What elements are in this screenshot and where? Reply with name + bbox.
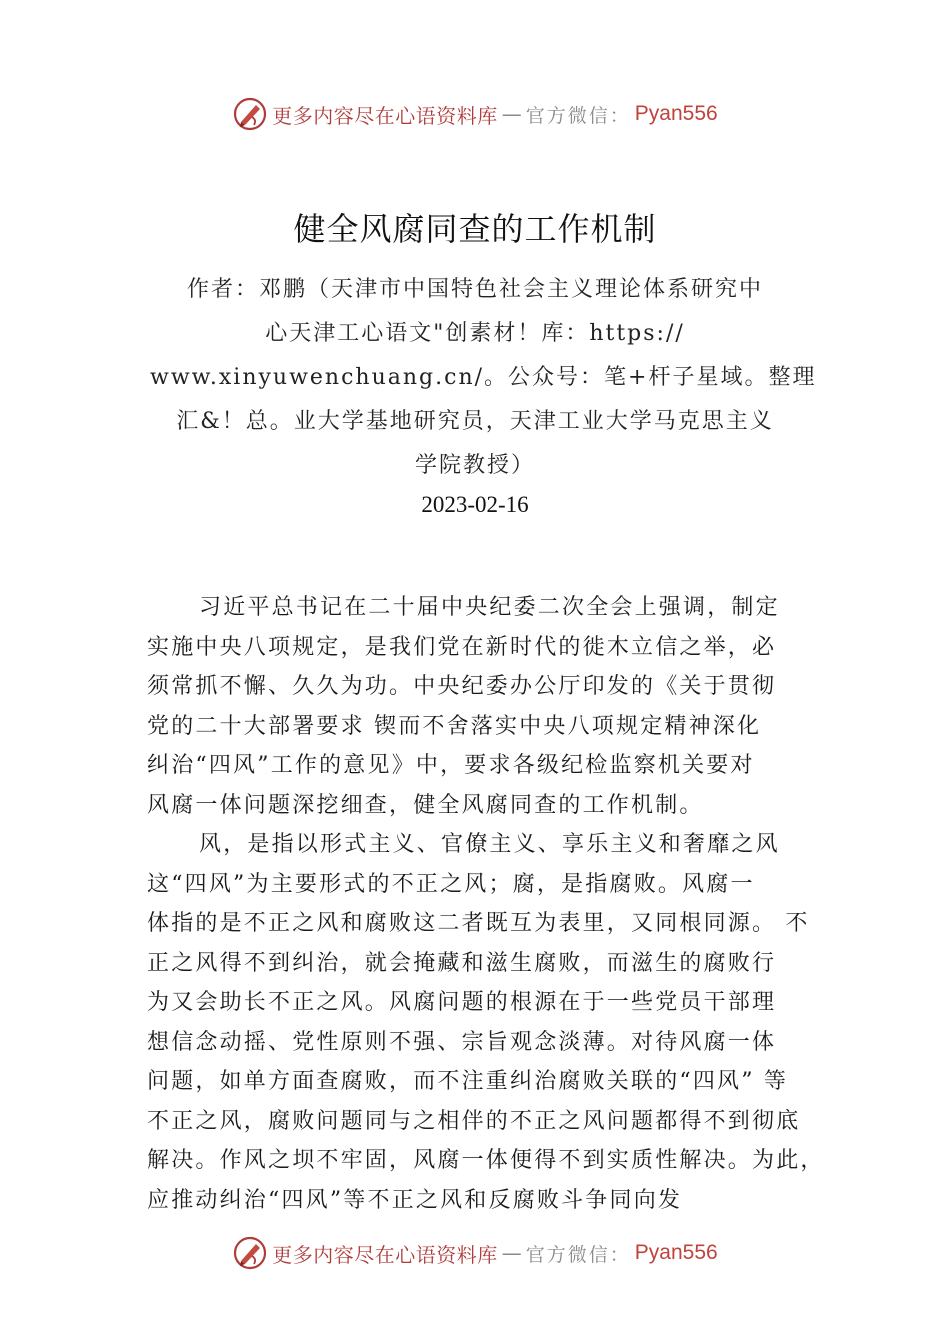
watermark-dash: —	[501, 102, 522, 126]
text-line: 党的二十大部署要求 锲而不舍落实中央八项规定精神深化	[147, 713, 762, 739]
author-line: 心天津工心语文"创素材！库：https://	[265, 321, 685, 346]
text-line: 想信念动摇、党性原则不强、宗旨观念淡薄。对待风腐一体	[147, 1029, 777, 1055]
watermark-text: 更多内容尽在心语资料库	[272, 103, 498, 128]
watermark-text: 更多内容尽在心语资料库	[272, 1242, 498, 1267]
text-line: 正之风得不到纠治，就会掩藏和滋生腐败，而滋生的腐败行	[147, 950, 777, 976]
text-line: 体指的是不正之风和腐败这二者既互为表里，又同根同源。 不	[147, 911, 810, 936]
article-body	[147, 588, 827, 1220]
text-line: 这“四风”为主要形式的不正之风；腐，是指腐败。风腐一	[147, 871, 755, 897]
watermark-wechat-id: Pyan556	[634, 1241, 718, 1264]
text-line: 问题，如单方面查腐败，而不注重纠治腐败关联的“四风” 等	[147, 1069, 789, 1094]
text-line: 风，是指以形式主义、官僚主义、享乐主义和奢靡之风	[199, 832, 780, 857]
author-info	[150, 268, 817, 488]
page-title: 健全风腐同查的工作机制	[293, 210, 657, 248]
paragraph	[147, 825, 827, 1220]
text-line: 习近平总书记在二十届中央纪委二次全会上强调，制定	[199, 595, 780, 620]
watermark-dash: —	[501, 1241, 522, 1265]
author-line: 学院教授）	[414, 453, 535, 478]
watermark-label: 官方微信：	[525, 1243, 631, 1266]
text-line: 解决。作风之坝不牢固，风腐一体便得不到实质性解决。为此，	[147, 1148, 825, 1173]
watermark-label: 官方微信：	[525, 104, 631, 127]
author-line: 汇&！总。业大学基地研究员，天津工业大学马克思主义	[176, 409, 774, 434]
text-line: 风腐一体问题深挖细查，健全风腐同查的工作机制。	[147, 792, 704, 818]
text-line: 不正之风，腐败问题同与之相伴的不正之风问题都得不到彻底	[147, 1108, 801, 1134]
header-watermark	[0, 94, 950, 134]
author-line: 作者：邓鹏（天津市中国特色社会主义理论体系研究中	[186, 277, 763, 302]
text-line: 纠治“四风”工作的意见》中，要求各级纪检监察机关要对	[147, 753, 755, 778]
publish-date: 2023-02-16	[421, 492, 529, 517]
watermark-wechat-id: Pyan556	[634, 102, 718, 125]
pen-logo-icon	[232, 1235, 268, 1271]
paragraph	[147, 588, 827, 825]
text-line: 须常抓不懈、久久为功。中央纪委办公厅印发的《关于贯彻	[147, 674, 777, 699]
author-line: www.xinyuwenchuang.cn/。公众号：笔+杆子星域。整理	[150, 365, 817, 390]
text-line: 实施中央八项规定，是我们党在新时代的徙木立信之举，必	[147, 634, 777, 660]
text-line: 应推动纠治“四风”等不正之风和反腐败斗争同向发	[147, 1187, 683, 1213]
pen-logo-icon	[232, 96, 268, 132]
footer-watermark	[0, 1233, 950, 1273]
text-line: 为又会助长不正之风。风腐问题的根源在于一些党员干部理	[147, 990, 777, 1015]
